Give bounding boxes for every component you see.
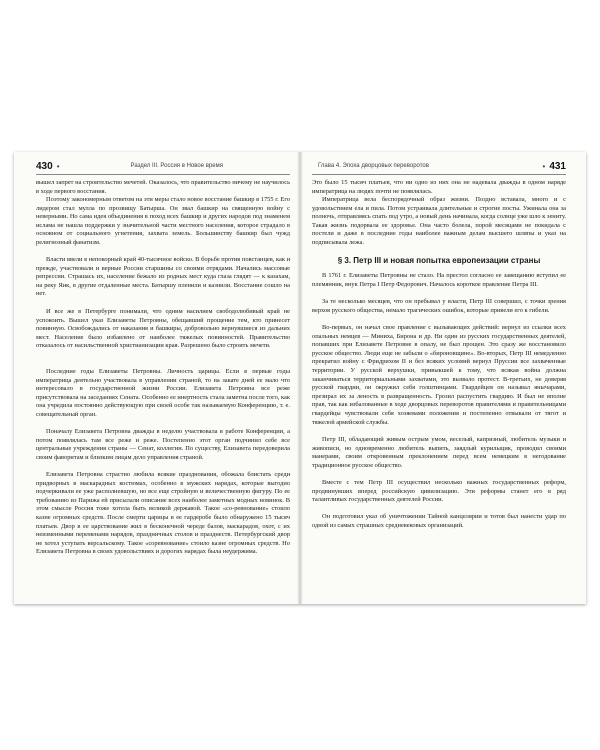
paragraph: Императрица вела беспорядочный образ жизни. Поздно вставала, много и с удовольствием ела и пила. Потом устраивала длительные и строгие посты. Ужинала она за полночь, отправляясь спать под утро, а новый день начинала, когда солнце уже шло к зениту. Такая жизнь подорвала ее здоровье. Она часто болела, порой месяцами не покидала с постели и даже в последние годы наиболее важным делам высшего шляпы и указ на подписывала лежа.: [312, 196, 566, 246]
paragraph: Это было 15 тысяч платьев, что ни одно из них она не надевала дважды в одном наряде императрица на людях почти не появлялась.: [312, 179, 566, 195]
right-page: [300, 152, 586, 604]
left-page: [14, 152, 300, 604]
paragraph: Поначалу Елизавета Петровна дважды в неделю участвовала в работе Конференции, а потом появлялась там все реже и реже. Постепенно этот орган подчинил себе все центральные учреждения страны — Сенат, коллегии. По существу, Елизавета передоверила своим фаворитам и близким лицам дело управления страной.: [36, 428, 290, 461]
paragraph: Во-первых, он начал свое правление с вызывающих действий: вернул из ссылки всех опальных немцев — Миниха, Бирона и др. Ни один из русских государственных деятелей, попавших при Елизавете Петровне в опалу, не был прощен. Это сразу же восстановило русское общество. Люди еще не забыли о «бироновщине». Во-вторых, Петр III немедленно прекратил войну с Фридрихом II и без всяких условий вернул Пруссии все захваченные территории. У русской верхушки, привыкшей к тому, что всякая война должна заканчиваться территориальными захватами, это вызвало протест. В-третьих, не доверяя русской гвардии, он окружил себя голштинцами. Гвардейцев он называл янычарами, презирал их за леность в развращенность. Грозил распустить гвардию. И был не вполне прав, так как избалованные в ходе дворцовых переворотов правителями и правительницами гвардейцы чувствовали себя хозяевами положения и постепенно отвыкали от тягот и тяжелой армейской службы.: [312, 324, 566, 426]
paragraph: Он подготовил указ об уничтожении Тайной канцелярии и тотов был нанести удар по одной из самых страшных средневековых организаций.: [312, 513, 566, 529]
left-running-head: [36, 160, 290, 175]
right-running-head: [312, 160, 566, 175]
left-page-number: 430: [36, 160, 53, 172]
paragraph: вышел запрет на строительство мечетей. Оказалось, что правительство ничему не научилось в ходе первого восстания.: [36, 179, 290, 195]
paragraph: Вместе с тем Петр III осуществил несколько важных государственных реформ, продвинувших вперед российскую цивилизацию. Эти реформы станет его в ряд талантливых государственных деятелей России.: [312, 479, 566, 504]
bullet-icon: •: [542, 161, 546, 171]
left-page-text: [36, 179, 290, 588]
section-heading: § 3. Петр III и новая попытка европеизации страны: [337, 256, 541, 265]
paragraph: За те несколько месяцев, что он пребывал у власти, Петр III совершил, с точки зрения верхов русского общества, немало трагических ошибок, которые привели его к гибели.: [312, 298, 566, 314]
paragraph: Петр III, обладающий живым острым умом, веселый, капризный, любитель музыки и живописи, но одновременно любитель выпить, заядлый курильщик, проводил своими манерами, своим откровенным преклонением перед всем немецким в негодование традиционное русское общество.: [312, 436, 566, 469]
left-running-title: Раздел III. Россия в Новое время: [130, 163, 223, 169]
paragraph: Власти ввели в непокорный край 40-тысячное войско. В борьбе против повстанцев, как и прежде, участвовали и верные России старшины со своими отрядами. Начались массовые репрессии. Страшась их, население бежало из родных мест куда глаза глядят — к казахам, на реку Яик, в другие отдаленные места. Батыршу пленили и казнили. Восстание сошло на нет.: [36, 256, 290, 298]
book-spread: [14, 152, 586, 604]
paragraph: Елизавета Петровна страстно любила всякие празднования, обожала блистать среди придворных в маскарадных костюмах, особенно в мужских нарядах, которые выгодно подчеркивали ее уже располневшую, но все еще стройную и величественную фигуру. По ее требованию из Парижа ей присылали описание всех наиболее заметных модных новинок. В этом смысле Россия тоже хотела быть великой державой. Такое «со-ревнование» стоило казне огромных средств. После смерти царицы в ее гардеробе было обнаружено 15 тысяч платьев. Двор в ее царствование жил в бесконечной череде балов, маскарадов, охот, с их неизменными переменами нарядов, праздничных столов и празднеств. Петербургский двор не хотел уступать версальскому. Такое «соревнование» стоило казне огромных средств. Но Елизавета Петровна в своих удовольствиях и дорогих нарядах была неудержима.: [36, 471, 290, 556]
paragraph: Последние годы Елизаветы Петровны. Личность царицы. Если в первые годы императрица деятельно участвовала в управлении страной, то на закате дней ее мало что интересовало в государственной жизни России. Елизавета Петровна все реже присутствовала на заседаниях Сената. Особенно ее инертность стала заметна после того, как она учредила постоянно действующую при своей особе так называемую Конференцию, т. е. совещательный орган.: [36, 368, 290, 418]
right-page-number: 431: [549, 160, 566, 172]
paragraph: И все же в Петербурге понимали, что одним насилием свободолюбивый край не успокоить. Вышел указ Елизаветы Петровны, обещавший прощение тем, кто принесет повинную. Освобождались от наказания и башкиры, добровольно вернувшиеся из дальних мест. Население было избавлено от наиболее тяжелых повинностей. Правительство отказалось от насильственной христианизации края. Разрешено было строить мечети.: [36, 308, 290, 350]
bullet-icon: •: [56, 161, 60, 171]
right-running-title: Глава 4. Эпоха дворцовых переворотов: [318, 163, 429, 169]
right-page-text: [312, 179, 566, 530]
paragraph: Поэтому закономерным ответом на эти меры стало новое восстание башкир в 1755 г. Его лидером стал мулла по прозвищу Батырша. Он звал башкир на священную войну с неверными. Но сама идея объединения в поход всех башкир и других народов под знаменем ислама не нашла поддержки у значительной части местного населения, которое страдало в основном от социального угнетения, захвата земель. Большинству башкир был чужд религиозный фанатизм.: [36, 196, 290, 246]
paragraph: В 1761 г. Елизаветы Петровны не стало. На престол согласно ее завещанию вступил ее племянник, внук Петра I Петр Федорович. Началось короткое правление Петра III.: [312, 272, 566, 288]
